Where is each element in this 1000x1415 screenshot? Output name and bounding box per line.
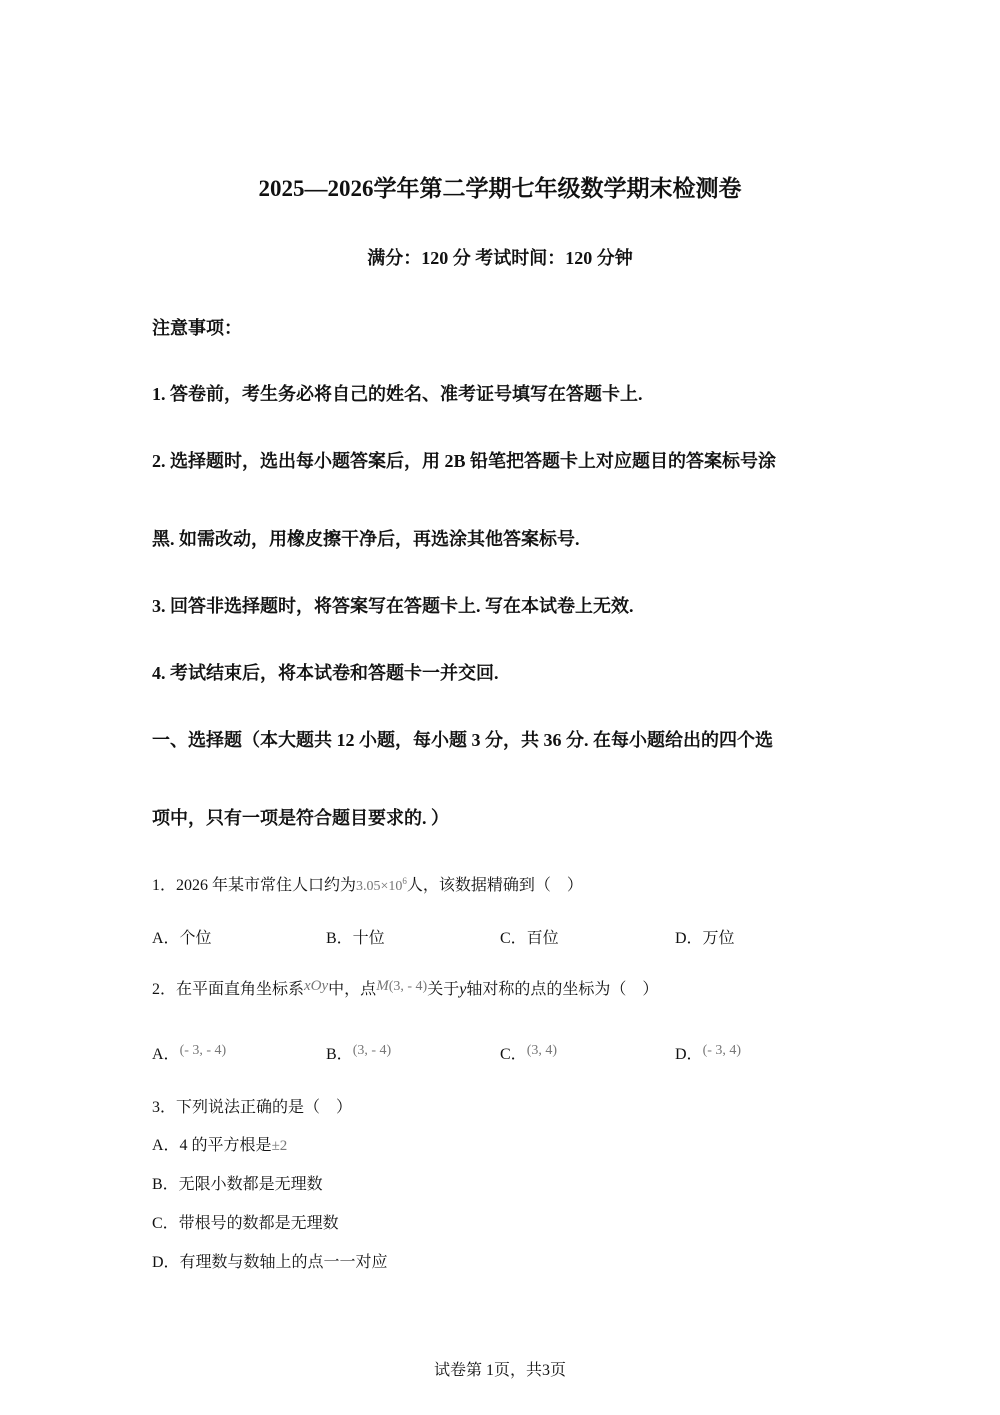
note-item-3: 3. 回答非选择题时，将答案写在答题卡上. 写在本试卷上无效. bbox=[152, 596, 634, 616]
option-a-math: ±2 bbox=[271, 1138, 288, 1154]
option-label: D． bbox=[675, 1046, 703, 1063]
population-base: 3.05×10 bbox=[356, 879, 403, 894]
question-2-prefix: 2．在平面直角坐标系 bbox=[152, 981, 305, 998]
question-1-option-d: D．万位 bbox=[675, 930, 735, 947]
option-value: (- 3, 4) bbox=[702, 1043, 742, 1058]
question-2-axis: y bbox=[459, 981, 467, 998]
question-2-point bbox=[376, 977, 427, 994]
option-value: (3, 4) bbox=[526, 1043, 558, 1058]
question-2-suffix: 轴对称的点的坐标为（ ） bbox=[466, 981, 659, 998]
question-3-option-d: D．有理数与数轴上的点一一对应 bbox=[152, 1254, 388, 1271]
question-2-plane-name: xOy bbox=[304, 978, 329, 994]
question-2-mid-1: 中，点 bbox=[328, 981, 377, 998]
question-1-option-c: C．百位 bbox=[500, 930, 559, 947]
question-3-option-b: B．无限小数都是无理数 bbox=[152, 1176, 323, 1193]
option-value: (3, - 4) bbox=[352, 1043, 392, 1058]
note-item-4: 4. 考试结束后，将本试卷和答题卡一并交回. bbox=[152, 663, 499, 683]
population-exponent: 6 bbox=[402, 876, 407, 886]
question-2-option-a bbox=[152, 1041, 226, 1064]
question-1-option-a: A．个位 bbox=[152, 930, 212, 947]
question-3-option-c: C．带根号的数都是无理数 bbox=[152, 1215, 339, 1232]
option-label: C． bbox=[500, 1046, 527, 1063]
section-1-heading-line-2: 项中，只有一项是符合题目要求的. ） bbox=[152, 808, 449, 828]
note-item-2-line-2: 黑. 如需改动，用橡皮擦干净后，再选涂其他答案标号. bbox=[152, 529, 580, 549]
question-2-option-c bbox=[500, 1041, 557, 1064]
note-item-2-line-1: 2. 选择题时，选出每小题答案后，用 2B 铅笔把答题卡上对应题目的答案标号涂 bbox=[152, 451, 777, 471]
question-1-prefix: 1．2026 年某市常住人口约为 bbox=[152, 877, 357, 894]
question-1-suffix: 人，该数据精确到（ ） bbox=[406, 877, 583, 894]
point-coords: (3, - 4) bbox=[388, 979, 428, 994]
question-2 bbox=[152, 976, 658, 999]
section-1-heading-line-1: 一、选择题（本大题共 12 小题，每小题 3 分，共 36 分. 在每小题给出的四个选 bbox=[152, 730, 773, 750]
question-2-option-b bbox=[326, 1041, 391, 1064]
question-1-option-b: B．十位 bbox=[326, 930, 385, 947]
notes-heading: 注意事项： bbox=[152, 318, 242, 338]
question-2-option-d bbox=[675, 1041, 741, 1064]
point-letter: M bbox=[376, 978, 389, 994]
exam-title: 2025—2026学年第二学期七年级数学期末检测卷 bbox=[258, 176, 742, 201]
page-footer: 试卷第 1页，共3页 bbox=[433, 1362, 566, 1379]
exam-subtitle: 满分：120 分 考试时间：120 分钟 bbox=[367, 248, 633, 268]
option-value: (- 3, - 4) bbox=[179, 1043, 227, 1058]
note-item-1: 1. 答卷前，考生务必将自己的姓名、准考证号填写在答题卡上. bbox=[152, 384, 643, 404]
option-a-text: A．4 的平方根是 bbox=[152, 1137, 272, 1154]
question-3-stem: 3．下列说法正确的是（ ） bbox=[152, 1099, 353, 1116]
question-3-option-a bbox=[152, 1132, 287, 1155]
question-1-population-math bbox=[356, 876, 407, 894]
question-1 bbox=[152, 872, 583, 895]
question-2-mid-2: 关于 bbox=[427, 981, 460, 998]
option-label: A． bbox=[152, 1046, 180, 1063]
option-label: B． bbox=[326, 1046, 353, 1063]
